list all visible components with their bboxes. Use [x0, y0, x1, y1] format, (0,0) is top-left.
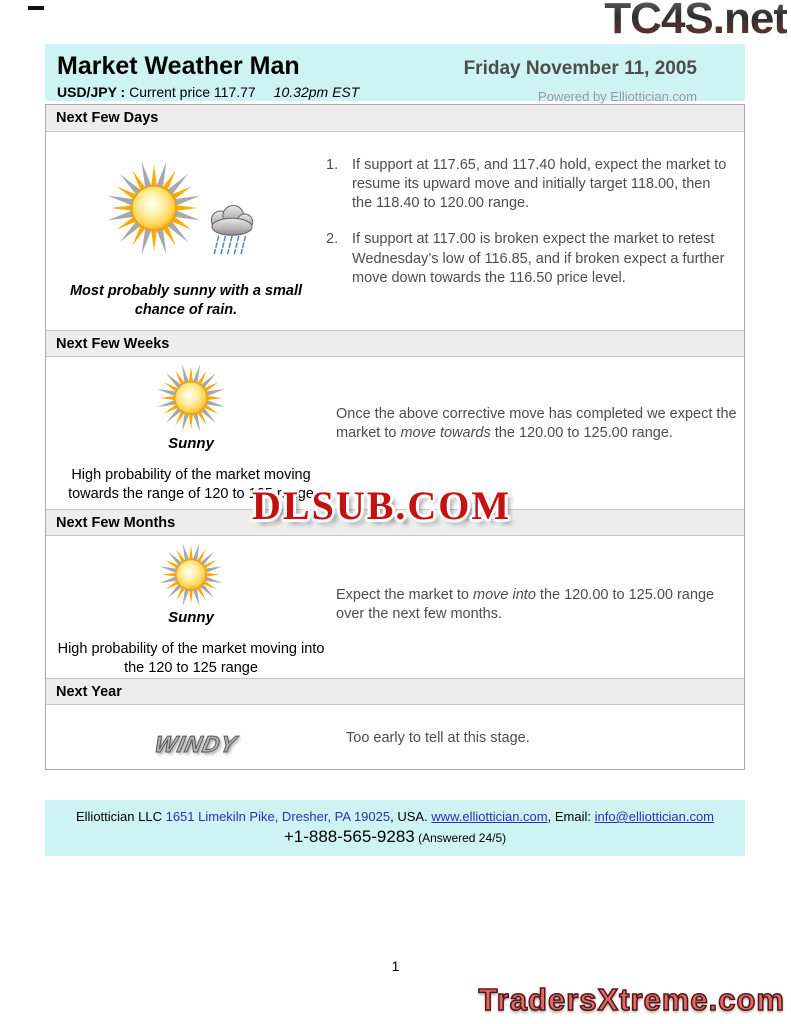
- list-item-text: If support at 117.00 is broken expect the market to retest Wednesday’s low of 116.85, and if broken expect a further move down towards the 116.50 price level.: [352, 231, 725, 286]
- list-item-number: 2.: [326, 231, 339, 248]
- email-label: , Email:: [547, 809, 595, 824]
- phone-number: +1-888-565-9283: [283, 827, 415, 846]
- weeks-forecast-caption: High probability of the market moving towards the range of 120 to 125 range: [68, 467, 314, 502]
- weeks-forecast-text: [336, 405, 740, 443]
- contact-line: [45, 809, 745, 824]
- dlsub-watermark-logo: DLSUB.COM: [252, 483, 512, 528]
- sun-icon: [106, 160, 202, 256]
- tradersxtreme-watermark-logo: TradersXtreme.com: [478, 982, 785, 1017]
- page-title: Market Weather Man: [57, 52, 300, 80]
- weather-label: Sunny: [168, 609, 214, 627]
- powered-by-label: Powered by Elliottician.com: [538, 89, 697, 104]
- quote-time: 10.32pm EST: [273, 84, 360, 100]
- year-forecast-text: Too early to tell at this stage.: [346, 730, 530, 746]
- page-number: 1: [391, 958, 400, 974]
- section-header-next-few-days: Next Few Days: [46, 105, 744, 132]
- section-header-next-few-months: Next Few Months: [46, 509, 744, 536]
- months-forecast-caption: High probability of the market moving into the 120 to 125 range: [57, 641, 325, 677]
- country-text: , USA.: [390, 809, 432, 824]
- list-item: [326, 230, 728, 287]
- text-segment: Expect the market to: [336, 587, 474, 603]
- section-header-next-few-weeks: Next Few Weeks: [46, 330, 744, 357]
- currency-pair-label: USD/JPY :: [57, 84, 126, 100]
- text-segment: the 120.00 to 125.00 range.: [490, 425, 673, 442]
- text-segment: Once the above corrective move has completed we expect the market to: [336, 406, 737, 442]
- email-link[interactable]: info@elliottician.com: [594, 809, 715, 824]
- list-item-text: If support at 117.65, and 117.40 hold, expect the market to resume its upward move and initially target 118.00, then the 118.40 to 120.00 range.: [352, 157, 727, 212]
- rain-cloud-icon: [200, 200, 264, 256]
- tc4s-watermark-logo: TC4S.net: [604, 0, 787, 44]
- text-segment-italic: move towards: [400, 425, 491, 442]
- contact-footer: [45, 800, 745, 856]
- months-forecast-text: [336, 586, 740, 624]
- company-name: Elliottician LLC: [75, 809, 166, 824]
- scan-artifact: [28, 6, 44, 10]
- sun-with-rain-cloud-icon: [102, 160, 270, 268]
- days-scenario-list: [326, 156, 728, 288]
- answered-note: (Answered 24/5): [414, 831, 507, 845]
- list-item-number: 1.: [326, 157, 339, 173]
- days-forecast-caption: Most probably sunny with a small chance of rain.: [69, 283, 303, 318]
- text-segment-italic: move into: [473, 587, 536, 603]
- website-link[interactable]: www.elliottician.com: [431, 809, 548, 824]
- section-header-next-year: Next Year: [46, 678, 744, 705]
- forecast-table: [45, 104, 745, 770]
- weather-label: Sunny: [168, 435, 214, 452]
- sun-icon: [156, 542, 226, 607]
- text-segment: the 120.00 to 125.00 range over the next few months.: [336, 587, 715, 623]
- current-price: Current price 117.77: [125, 84, 256, 100]
- section-next-year: [46, 705, 744, 770]
- sun-icon: [156, 363, 226, 433]
- price-line: [57, 84, 359, 100]
- section-next-few-days: [46, 132, 744, 330]
- company-address: 1651 Limekiln Pike, Dresher, PA 19025: [165, 809, 391, 824]
- report-date: Friday November 11, 2005: [463, 58, 697, 79]
- phone-line: [45, 827, 745, 847]
- windy-label: WINDY: [152, 731, 240, 757]
- section-next-few-months: [46, 536, 744, 678]
- report-header: [45, 44, 745, 104]
- list-item: [326, 156, 728, 213]
